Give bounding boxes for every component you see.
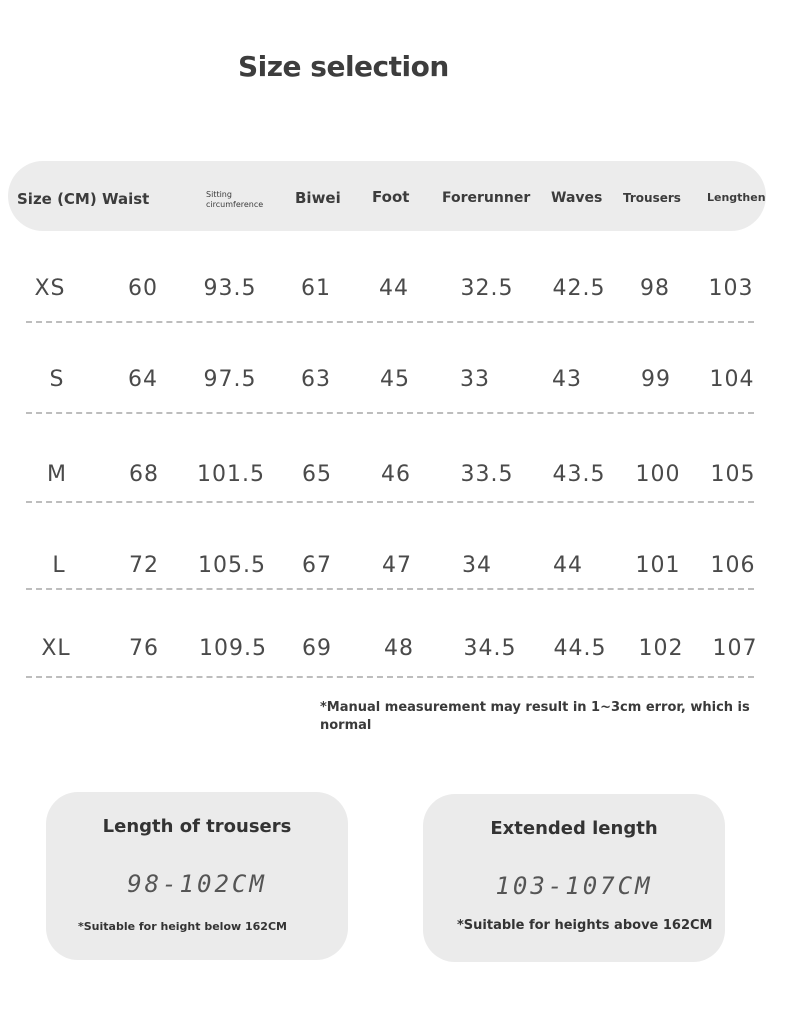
foot-cell: 44 xyxy=(379,276,409,301)
biwei-cell: 63 xyxy=(301,367,331,392)
size-cell: M xyxy=(47,462,67,487)
lengthen-cell: 107 xyxy=(712,636,758,661)
header-sitting: Sitting circumference xyxy=(206,190,264,209)
forerunner-cell: 34 xyxy=(462,553,492,578)
trousers-cell: 100 xyxy=(635,462,681,487)
trousers-cell: 99 xyxy=(641,367,671,392)
row-divider xyxy=(26,412,754,414)
sitting-cell: 97.5 xyxy=(203,367,257,392)
lengthen-cell: 103 xyxy=(708,276,754,301)
forerunner-cell: 34.5 xyxy=(463,636,517,661)
trousers-cell: 101 xyxy=(635,553,681,578)
row-divider xyxy=(26,588,754,590)
lengthen-cell: 105 xyxy=(710,462,756,487)
waves-cell: 44 xyxy=(553,553,583,578)
biwei-cell: 67 xyxy=(302,553,332,578)
forerunner-cell: 33 xyxy=(460,367,490,392)
waves-cell: 42.5 xyxy=(552,276,606,301)
size-cell: S xyxy=(49,367,65,392)
waist-cell: 60 xyxy=(128,276,158,301)
size-cell: XS xyxy=(34,276,66,301)
biwei-cell: 61 xyxy=(301,276,331,301)
waves-cell: 44.5 xyxy=(553,636,607,661)
waist-cell: 72 xyxy=(129,553,159,578)
foot-cell: 48 xyxy=(384,636,414,661)
header-size-waist: Size (CM) Waist xyxy=(17,190,150,208)
biwei-cell: 65 xyxy=(302,462,332,487)
header-waves: Waves xyxy=(551,190,603,206)
card-title: Extended length xyxy=(490,818,658,839)
size-cell: XL xyxy=(41,636,71,661)
card-note: *Suitable for height below 162CM xyxy=(78,920,287,933)
waves-cell: 43 xyxy=(552,367,582,392)
trousers-cell: 102 xyxy=(638,636,684,661)
sitting-cell: 93.5 xyxy=(203,276,257,301)
card-title: Length of trousers xyxy=(102,816,292,837)
table-row xyxy=(0,462,790,502)
header-trousers: Trousers xyxy=(623,191,681,205)
table-row xyxy=(0,276,790,316)
table-row xyxy=(0,367,790,407)
foot-cell: 46 xyxy=(381,462,411,487)
card-value: 103-107CM xyxy=(495,872,653,900)
card-value: 98-102CM xyxy=(127,870,267,898)
table-row xyxy=(0,636,790,676)
biwei-cell: 69 xyxy=(302,636,332,661)
row-divider xyxy=(26,676,754,678)
waist-cell: 76 xyxy=(129,636,159,661)
header-biwei: Biwei xyxy=(295,189,341,207)
trousers-length-card xyxy=(46,792,348,960)
header-lengthen: Lengthen xyxy=(707,191,766,204)
measurement-note: *Manual measurement may result in 1~3cm error, which is normal xyxy=(320,700,750,733)
forerunner-cell: 32.5 xyxy=(460,276,514,301)
table-row xyxy=(0,553,790,593)
foot-cell: 45 xyxy=(380,367,410,392)
size-cell: L xyxy=(52,553,66,578)
header-forerunner: Forerunner xyxy=(442,190,531,206)
card-note: *Suitable for heights above 162CM xyxy=(457,918,713,933)
lengthen-cell: 106 xyxy=(710,553,756,578)
waist-cell: 68 xyxy=(129,462,159,487)
foot-cell: 47 xyxy=(382,553,412,578)
waist-cell: 64 xyxy=(128,367,158,392)
trousers-cell: 98 xyxy=(640,276,670,301)
page-title: Size selection xyxy=(238,50,449,83)
extended-length-card xyxy=(423,794,725,962)
row-divider xyxy=(26,321,754,323)
sitting-cell: 109.5 xyxy=(199,636,267,661)
waves-cell: 43.5 xyxy=(552,462,606,487)
sitting-cell: 101.5 xyxy=(197,462,265,487)
row-divider xyxy=(26,501,754,503)
sitting-cell: 105.5 xyxy=(198,553,266,578)
header-foot: Foot xyxy=(372,188,410,206)
lengthen-cell: 104 xyxy=(709,367,755,392)
forerunner-cell: 33.5 xyxy=(460,462,514,487)
